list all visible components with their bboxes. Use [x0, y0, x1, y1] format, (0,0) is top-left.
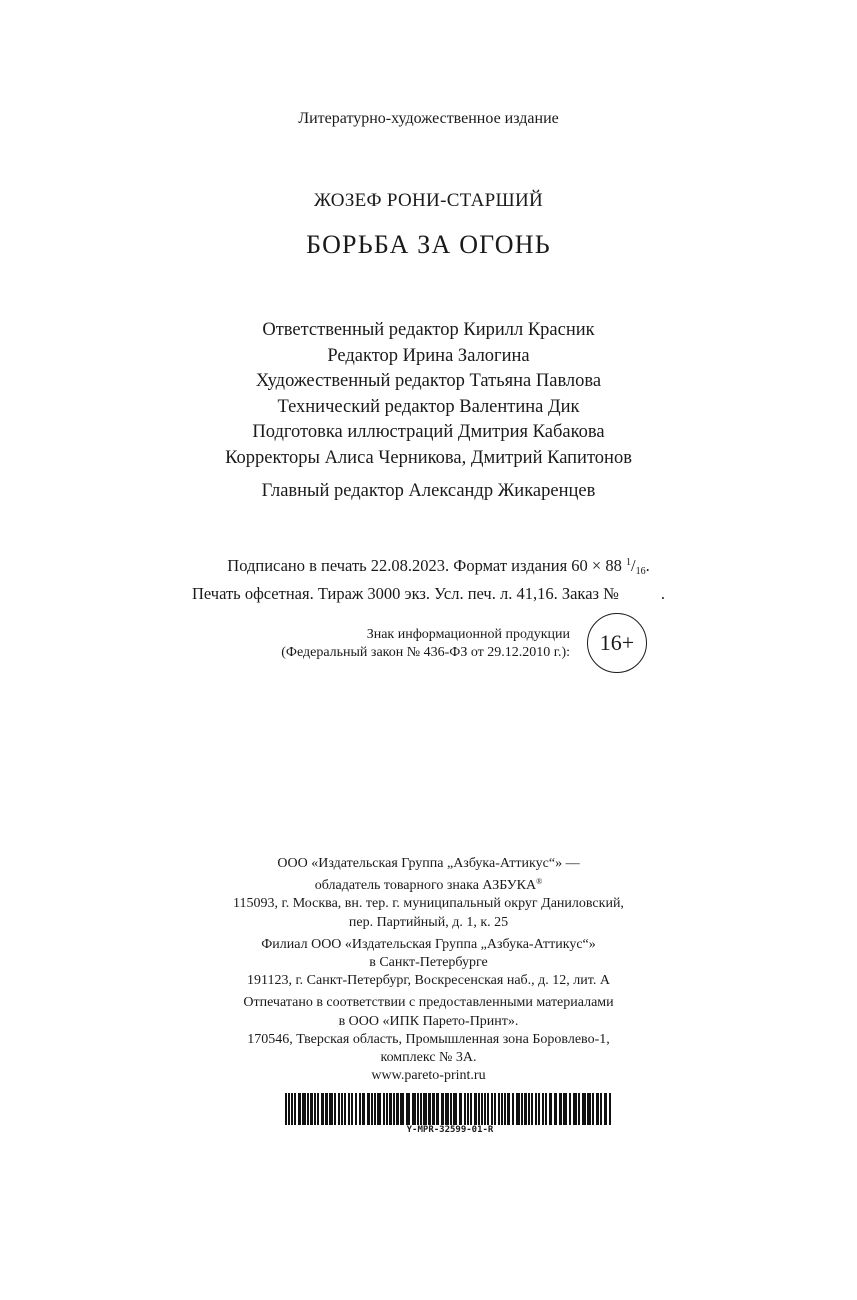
barcode-bar — [453, 1093, 457, 1125]
imprint-print-line — [0, 583, 857, 605]
publisher-line: в Санкт-Петербурге — [369, 955, 488, 971]
barcode-bar — [600, 1093, 602, 1125]
barcode-bar — [531, 1093, 533, 1125]
barcode-bar — [549, 1093, 552, 1125]
barcode-bar — [596, 1093, 599, 1125]
age-rating-label-line2: (Федеральный закон № 436-ФЗ от 29.12.2010 г.): — [281, 645, 570, 660]
barcode-bar — [374, 1093, 376, 1125]
barcode-bar — [512, 1093, 514, 1125]
barcode-bar — [542, 1093, 544, 1125]
barcode-bar — [474, 1093, 477, 1125]
publisher-group-main — [0, 855, 857, 932]
barcode-bar — [371, 1093, 373, 1125]
credit-line: Корректоры Алиса Черникова, Дмитрий Капитонов — [225, 447, 632, 468]
barcode-bar — [348, 1093, 350, 1125]
barcode-bar — [383, 1093, 385, 1125]
barcode-bar — [491, 1093, 493, 1125]
publisher-line: Отпечатано в соответствии с предоставленными материалами — [243, 995, 614, 1011]
barcode-bar — [334, 1093, 336, 1125]
credit-line: Технический редактор Валентина Дик — [277, 396, 580, 417]
barcode-bar — [481, 1093, 483, 1125]
publisher-line: в ООО «ИПК Парето-Принт». — [338, 1013, 519, 1029]
genre-label: Литературно-художественное издание — [298, 110, 559, 127]
barcode-bar — [516, 1093, 520, 1125]
barcode-bar — [417, 1093, 419, 1125]
publisher-line: 191123, г. Санкт-Петербург, Воскресенская наб., д. 12, лит. А — [247, 973, 610, 989]
barcode-bar — [507, 1093, 510, 1125]
barcode-bar — [317, 1093, 319, 1125]
barcode-code: Y-MPR-32599-01-R — [406, 1125, 494, 1135]
barcode-bar — [459, 1093, 462, 1125]
publisher-line: ООО «Издательская Группа „Азбука-Аттикус“» — — [277, 856, 580, 871]
barcode-bar — [288, 1093, 290, 1125]
publisher-line: Филиал ООО «Издательская Группа „Азбука-Аттикус“» — [261, 936, 596, 952]
barcode-bar — [538, 1093, 540, 1125]
barcode-bar — [432, 1093, 435, 1125]
barcode-bar — [436, 1093, 439, 1125]
barcode-bar — [367, 1093, 370, 1125]
barcode-bar — [528, 1093, 530, 1125]
credit-line: Художественный редактор Татьяна Павлова — [255, 371, 602, 392]
barcode-bar — [428, 1093, 431, 1125]
barcode-bar — [524, 1093, 527, 1125]
chief-editor: Главный редактор Александр Жикаренцев — [261, 481, 596, 501]
credits-list — [0, 318, 857, 472]
barcode-bar — [396, 1093, 399, 1125]
barcode-bar — [310, 1093, 313, 1125]
imprint-format-line — [0, 552, 857, 583]
barcode-bar — [578, 1093, 580, 1125]
barcode-bar — [554, 1093, 557, 1125]
barcode-bar — [587, 1093, 591, 1125]
barcode-bar — [535, 1093, 537, 1125]
barcode-bar — [400, 1093, 404, 1125]
barcode-bar — [412, 1093, 416, 1125]
barcode-bar — [329, 1093, 333, 1125]
age-rating-label-line1: Знак информационной продукции — [366, 627, 570, 642]
barcode-bar — [592, 1093, 594, 1125]
imprint-print-text: Печать офсетная. Тираж 3000 экз. Усл. печ. л. 41,16. Заказ № — [191, 584, 619, 603]
barcode-bar — [498, 1093, 500, 1125]
barcode-bar — [344, 1093, 346, 1125]
barcode-bar — [393, 1093, 395, 1125]
barcode-bar — [501, 1093, 503, 1125]
barcode-bar — [494, 1093, 496, 1125]
barcode-bar — [441, 1093, 444, 1125]
barcode-bar — [559, 1093, 562, 1125]
barcode-bar — [563, 1093, 567, 1125]
barcode-bar — [609, 1093, 611, 1125]
barcode-bar — [604, 1093, 607, 1125]
barcode-bar — [351, 1093, 353, 1125]
imprint-format-text: Подписано в печать 22.08.2023. Формат издания 60 × 88 — [227, 556, 622, 575]
barcode-bar — [504, 1093, 506, 1125]
barcode-bar — [362, 1093, 365, 1125]
format-fraction-denominator: 16 — [635, 566, 646, 577]
format-line-end: . — [645, 556, 650, 575]
book-title: БОРЬБА ЗА ОГОНЬ — [306, 230, 551, 259]
barcode-bar — [464, 1093, 466, 1125]
barcode-bar — [302, 1093, 306, 1125]
barcode-bar — [487, 1093, 489, 1125]
publisher-group-branch — [0, 936, 857, 991]
barcode-bar — [470, 1093, 472, 1125]
publisher-line: обладатель товарного знака АЗБУКА — [314, 878, 537, 894]
barcode-bars — [285, 1093, 615, 1125]
registered-mark: ® — [536, 877, 543, 887]
book-author: ЖОЗЕФ РОНИ-СТАРШИЙ — [313, 190, 544, 211]
barcode-bar — [377, 1093, 381, 1125]
barcode-bar — [314, 1093, 316, 1125]
barcode-bar — [307, 1093, 309, 1125]
age-rating-badge: 16+ — [587, 613, 647, 673]
print-line-end: . — [660, 584, 666, 603]
barcode-bar — [325, 1093, 328, 1125]
barcode-bar — [450, 1093, 452, 1125]
publisher-line: 115093, г. Москва, вн. тер. г. муниципальный округ Даниловский, — [233, 896, 624, 912]
publisher-line: комплекс № 3А. — [380, 1050, 477, 1066]
barcode-bar — [291, 1093, 293, 1125]
barcode-bar — [445, 1093, 449, 1125]
barcode-bar — [338, 1093, 340, 1125]
barcode-bar — [420, 1093, 422, 1125]
barcode-bar — [569, 1093, 571, 1125]
age-rating-label — [250, 626, 570, 662]
barcode-bar — [484, 1093, 486, 1125]
barcode-bar — [285, 1093, 287, 1125]
publisher-info — [0, 855, 857, 1089]
barcode-bar — [467, 1093, 469, 1125]
credit-line: Редактор Ирина Залогина — [327, 345, 530, 366]
barcode-bar — [545, 1093, 547, 1125]
imprint-block — [0, 552, 857, 605]
barcode-bar — [582, 1093, 586, 1125]
barcode-bar — [423, 1093, 427, 1125]
barcode-bar — [389, 1093, 392, 1125]
barcode-bar — [359, 1093, 361, 1125]
barcode-bar — [406, 1093, 410, 1125]
barcode-bar — [298, 1093, 301, 1125]
barcode-bar — [355, 1093, 357, 1125]
credit-line: Ответственный редактор Кирилл Красник — [262, 320, 595, 340]
barcode-bar — [321, 1093, 324, 1125]
barcode-bar — [341, 1093, 343, 1125]
format-fraction-numerator: 1 — [625, 557, 631, 568]
credit-line: Подготовка иллюстраций Дмитрия Кабакова — [252, 422, 605, 443]
format-fraction-separator: / — [630, 556, 636, 575]
printer-website: www.pareto-print.ru — [371, 1068, 486, 1084]
barcode-bar — [386, 1093, 388, 1125]
barcode-bar — [573, 1093, 577, 1125]
publisher-line: 170546, Тверская область, Промышленная зона Боровлево-1, — [247, 1031, 610, 1047]
barcode-bar — [521, 1093, 523, 1125]
publisher-line: пер. Партийный, д. 1, к. 25 — [348, 914, 509, 930]
barcode-bar — [294, 1093, 296, 1125]
publisher-group-printer — [0, 994, 857, 1085]
barcode-bar — [478, 1093, 480, 1125]
publisher-trademark-line — [0, 873, 857, 895]
barcode — [285, 1093, 615, 1135]
